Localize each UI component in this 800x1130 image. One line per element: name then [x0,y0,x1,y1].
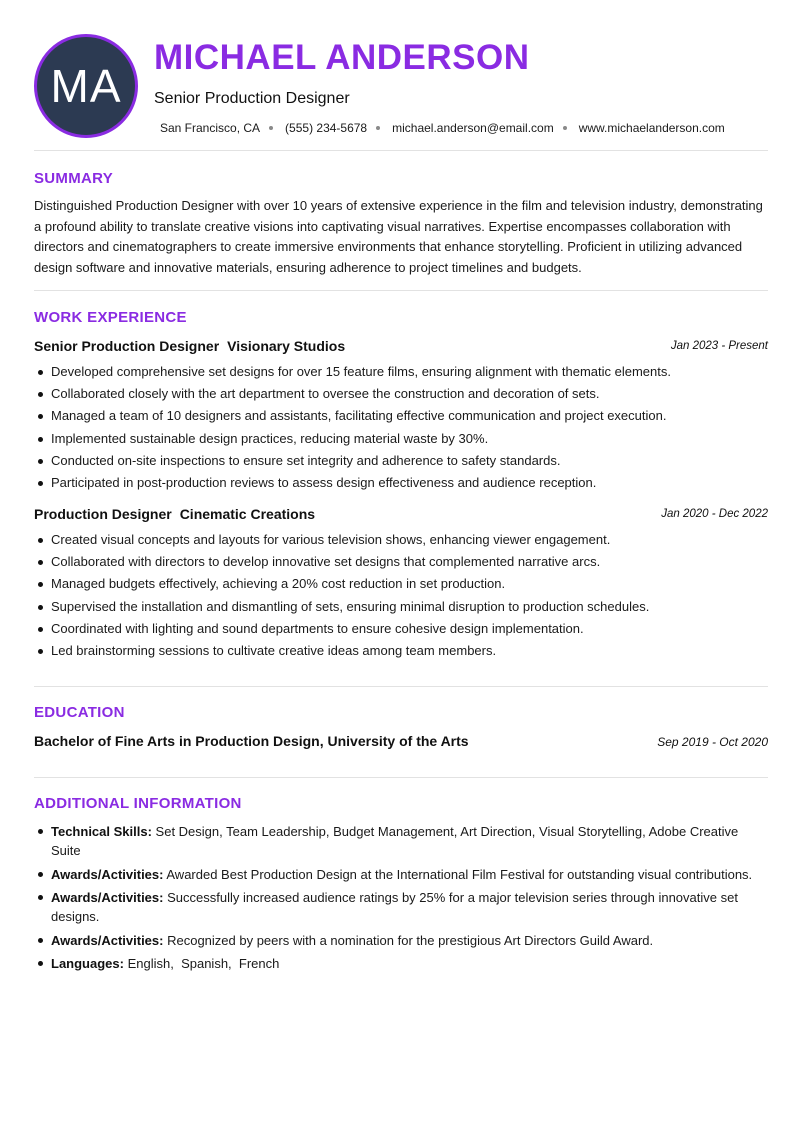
education-heading: EDUCATION [34,704,125,721]
job-role-line [34,506,315,522]
summary-text: Distinguished Production Designer with over 10 years of extensive experience in the film and television industry, demonstrating a profound ability to translate creative visions into captivating visual narratives. Expertise encompasses collaboration with directors and cinematographers to create immersive environments that enhance storytelling. Proficient in utilizing advanced design software and innovative materials, ensuring adherence to project timelines and budgets. [34,198,763,275]
job-company: Visionary Studios [227,338,346,354]
info-value: Awarded Best Production Design at the International Film Festival for outstanding visual contributions. [166,866,753,882]
list-item: Developed comprehensive set designs for over 15 feature films, ensuring alignment with thematic elements. [34,363,768,381]
divider [34,150,768,151]
contact-email[interactable]: michael.anderson@email.com [392,121,554,135]
info-label: Awards/Activities: [51,932,164,948]
list-item [34,931,768,950]
job-bullets [34,531,768,664]
contact-line [160,121,725,135]
divider [34,686,768,687]
list-item: Conducted on-site inspections to ensure set integrity and adherence to safety standards. [34,452,768,470]
candidate-title: Senior Production Designer [154,90,350,107]
list-item: Collaborated closely with the art department to oversee the construction and decoration of sets. [34,385,768,403]
education-degree: Bachelor of Fine Arts in Production Design, University of the Arts [34,733,469,749]
info-value: Set Design, Team Leadership, Budget Management, Art Direction, Visual Storytelling, Adobe Creative Suite [51,824,739,858]
education-entry [34,733,768,751]
job-bullets [34,363,768,496]
list-item: Participated in post-production reviews to assess design effectiveness and audience reception. [34,474,768,492]
job-role: Senior Production Designer [34,338,220,354]
list-item [34,822,768,860]
separator-dot-icon [376,126,380,130]
list-item: Managed budgets effectively, achieving a 20% cost reduction in set production. [34,575,768,593]
job-dates: Jan 2020 - Dec 2022 [661,508,768,520]
list-item: Coordinated with lighting and sound departments to ensure cohesive design implementation. [34,620,768,638]
resume-header [34,34,768,138]
info-label: Technical Skills: [51,824,152,839]
contact-website[interactable]: www.michaelanderson.com [578,121,725,135]
list-item [34,888,768,926]
list-item: Managed a team of 10 designers and assistants, facilitating effective communication and project execution. [34,407,768,425]
work-experience-heading: WORK EXPERIENCE [34,309,187,326]
job-role-line [34,338,345,354]
list-item: Created visual concepts and layouts for various television shows, enhancing viewer engagement. [34,531,768,549]
info-label: Awards/Activities: [51,866,164,882]
divider [34,290,768,291]
contact-location: San Francisco, CA [160,121,261,135]
job-header [34,338,768,356]
separator-dot-icon [269,126,273,130]
avatar-initials: MA [50,60,122,112]
contact-phone: (555) 234-5678 [285,121,368,135]
list-item: Implemented sustainable design practices, reducing material waste by 30%. [34,430,768,448]
avatar [34,34,138,138]
additional-info-list [34,822,768,978]
info-value: Recognized by peers with a nomination for the prestigious Art Directors Guild Award. [167,932,654,948]
info-label: Languages: [51,956,124,971]
list-item [34,865,768,884]
list-item: Led brainstorming sessions to cultivate creative ideas among team members. [34,642,768,660]
list-item: Collaborated with directors to develop innovative set designs that complemented narrative arcs. [34,553,768,571]
info-value: English, Spanish, French [127,956,280,971]
info-value: Successfully increased audience ratings by 25% for a major television series through innovative set designs. [51,890,738,924]
info-label: Awards/Activities: [51,890,164,905]
job-dates: Jan 2023 - Present [670,340,768,352]
job-header [34,506,768,524]
list-item: Supervised the installation and dismantling of sets, ensuring minimal disruption to production schedules. [34,598,768,616]
education-dates: Sep 2019 - Oct 2020 [657,735,768,749]
summary-heading: SUMMARY [34,170,114,187]
list-item [34,954,768,973]
divider [34,777,768,778]
separator-dot-icon [563,126,567,130]
job-company: Cinematic Creations [179,506,316,522]
candidate-name: MICHAEL ANDERSON [154,38,530,77]
job-role: Production Designer [34,506,172,522]
additional-information-heading: ADDITIONAL INFORMATION [34,795,242,812]
